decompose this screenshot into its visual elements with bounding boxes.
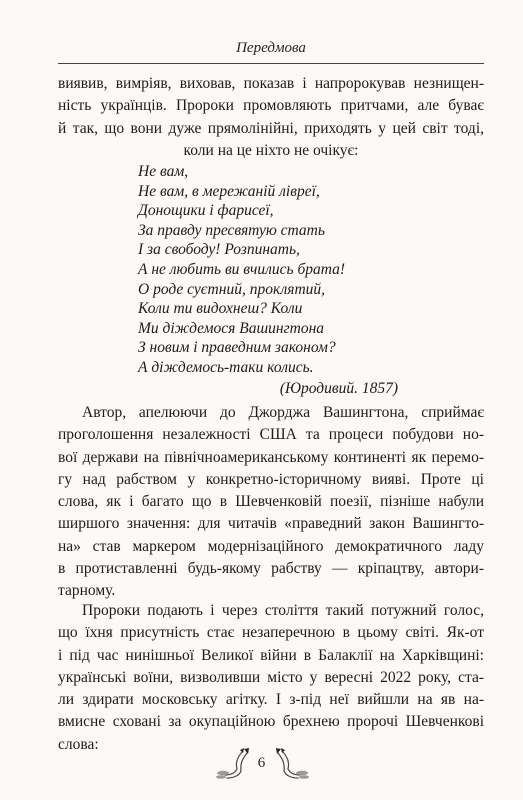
text-line: проголошення незалежності США та процеси побудови но- — [58, 426, 484, 444]
header-rule — [58, 63, 484, 64]
poem-line: Коли ти видохнеш? Коли — [138, 300, 303, 318]
running-header: Передмова — [236, 40, 306, 56]
text-line: і під час нинішньої Великої війни в Балаклії на Харківщині: — [58, 646, 484, 664]
poem-line: Не вам, в мережаній ліврeї, — [138, 182, 320, 200]
text-line: гу над рабством у конкретно-історичному вияві. Проте ці — [58, 470, 484, 488]
poem-line: Ми діждемося Вашингтона — [138, 319, 325, 337]
text-line: виявив, вимріяв, виховав, показав і напророкував незнищен- — [58, 75, 484, 92]
text-line: слова: — [58, 735, 99, 753]
text-line: Пророки подають і через століття такий потужний голос, — [82, 602, 484, 619]
poem-line: І за свободу! Розпинать, — [138, 241, 300, 259]
text-line: тарному. — [58, 582, 116, 600]
intro-paragraph — [58, 73, 484, 162]
text-line: в протиставленні будь-якому рабству — кріпацтву, автори- — [58, 560, 484, 578]
paragraph-washington — [58, 402, 484, 603]
praying-hands-ornament-icon — [272, 745, 312, 781]
poem-line: За правду пресвятую стать — [138, 221, 325, 239]
text-line: ли здирати московську агітку. І з-під неї вийшли на яв на- — [58, 691, 484, 709]
page-footer — [0, 745, 523, 785]
poem-attribution: (Юродивий. 1857) — [279, 379, 398, 397]
text-line: українські воїни, визволивши місто у вересні 2022 року, ста- — [58, 668, 484, 686]
paragraph-balakliia — [58, 600, 484, 756]
poem-line: А не любить ви вчились брата! — [138, 260, 346, 278]
text-line: вої держави на північноамериканському континенті як перемо- — [58, 448, 484, 466]
text-line: вмисне сховані за окупаційною брехнею пророчі Шевченкові — [58, 713, 484, 731]
poem-quote — [138, 162, 398, 398]
poem-line: Не вам, — [138, 163, 189, 180]
text-line: ширшого значення: для читачів «праведний закон Вашингто- — [58, 515, 484, 533]
poem-line: З новим і праведним законом? — [138, 339, 336, 357]
text-line: що їхня присутність стає незаперечною в цьому світі. Як-от — [58, 624, 484, 642]
text-line: коли на це ніхто не очікує: — [183, 141, 359, 159]
text-line: ність українців. Пророки промовляють притчами, але буває — [58, 97, 484, 115]
text-line: на» став маркером модернізаційного демократичного ладу — [58, 537, 484, 555]
text-line: Автор, апелюючи до Джорджа Вашингтона, сприймає — [82, 404, 484, 421]
text-line: слова, як і багато що в Шевченковій поезії, пізніше набули — [58, 493, 484, 511]
poem-line: А діждемось-таки колись. — [138, 358, 314, 376]
text-line: й так, що вони дуже прямолінійні, приходять у цей світ тоді, — [58, 119, 484, 137]
poem-line: Донощики і фарисеї, — [138, 202, 274, 220]
page-number: 6 — [257, 755, 266, 771]
poem-line: О роде суєтний, проклятий, — [138, 280, 326, 298]
